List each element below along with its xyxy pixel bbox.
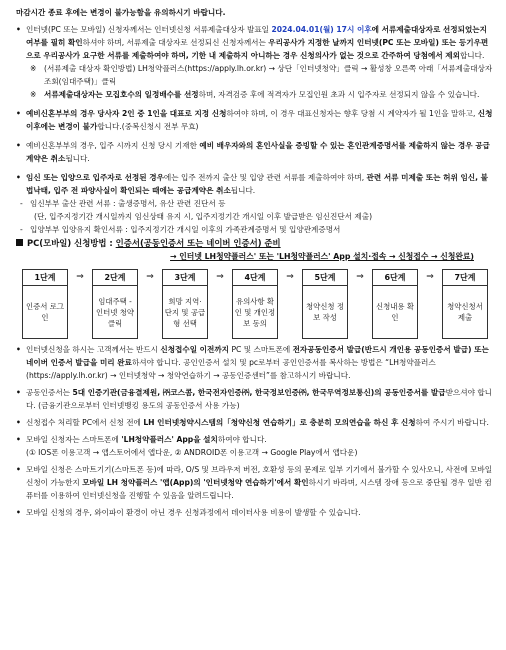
section-heading-pc-mobile: PC(모바일) 신청방법 : 인증서(공동인증서 또는 네이버 인증서) 준비 xyxy=(16,236,494,250)
arrow-right-icon: ⇒ xyxy=(76,272,84,282)
paragraph-data-usage: • 모바일 신청의 경우, 와이파이 환경이 아닌 경우 신청과정에서 데이터사용 비용이 발생할 수 있습니다. xyxy=(16,506,494,519)
paragraph-document-submission: • 인터넷(PC 또는 모바일) 신청자께서는 인터넷신청 서류제출대상자 발표일 2024.04.01(월) 17시 이후에 서류제출대상자로 선정되었는지 여부를 필히 확인하셔야 하며, 서류제출 대상자로 선정되신 신청자께서는 우리공사가 지정한 날까지 인터넷(PC 또는 모바일) 또는 등기우편으로 우리공사가 요구한 서류를 제출하여야 하며, 기한 내 제출하지 아니하는 경우 신청의사가 없는 것으로 간주하여 당첨에서 제외합니다. xyxy=(16,23,494,62)
dash-birth-documents: - 임신부부 출산 관련 서류 : 출생증명서, 유산 관련 진단서 등 xyxy=(16,197,494,210)
step-1: 1단계 인증서 로그인 xyxy=(22,269,68,339)
arrow-right-icon: ⇒ xyxy=(356,272,364,282)
square-bullet-icon xyxy=(16,239,23,246)
step-7: 7단계 청약신청서 제출 xyxy=(442,269,488,339)
step-6: 6단계 신청내용 확인 xyxy=(372,269,418,339)
step-4: 4단계 유의사항 확인 및 개인정보 동의 xyxy=(232,269,278,339)
step-5: 5단계 청약신청 정보 작성 xyxy=(302,269,348,339)
paragraph-pregnancy-adoption: • 임신 또는 입양으로 입주자로 선정된 경우에는 입주 전까지 출산 및 입양 관련 서류를 제출하여야 하며, 관련 서류 미제출 또는 허위 임신, 불법낙태, 입주 전 파양사실이 확인되는 때에는 공급계약은 취소됩니다. xyxy=(16,171,494,197)
paragraph-practice-application: • 신청접수 처리할 PC에서 신청 전에 LH 인터넷청약시스템의「청약신청 연습하기」로 충분히 모의연습을 하신 후 신청하여 주시기 바랍니다. xyxy=(16,416,494,429)
top-line: 마감시간 종료 후에는 변경이 불가능함을 유의하시기 바랍니다. xyxy=(16,8,226,17)
step-2: 2단계 임대주택 - 인터넷 청약 클릭 xyxy=(92,269,138,339)
arrow-right-icon: ⇒ xyxy=(216,272,224,282)
application-flow-line: → 인터넷 LH청약플러스' 또는 'LH청약플러스' App 설치·접속 → 신청접수 → 신청완료) xyxy=(170,252,474,261)
paragraph-marriage-certificate: • 예비신혼부부의 경우, 입주 시까지 신청 당시 기재한 예비 배우자와의 혼인사실을 증빙할 수 있는 혼인관계증명서를 제출하지 않는 경우 공급계약은 취소됩니다. xyxy=(16,139,494,165)
paragraph-certificate-authorities: • 공동인증서는 5대 인증기관(금융결제원, ㈜코스콤, 한국전자인증㈜, 한국정보인증㈜, 한국무역정보통신)의 공동인증서를 발급받으셔야 합니다. (금융기관으로부터 인터넷뱅킹 용도의 공동인증서 사용 가능) xyxy=(16,386,494,412)
step-flow xyxy=(22,269,488,339)
step-3: 3단계 희망 지역· 단지 및 공급형 선택 xyxy=(162,269,208,339)
dash-birth-documents-note: (단, 입주지정기간 개시일까지 임신상태 유지 시, 입주지정기간 개시일 이후 발급받은 임신진단서 제출) xyxy=(34,212,373,221)
announcement-date: 2024.04.01(월) 17시 이후 xyxy=(271,25,372,34)
app-download-note: (① IOS폰 이용고객 → 앱스토어에서 앱다운, ② ANDROID폰 이용고객 → Google Play에서 앱다운) xyxy=(26,448,358,457)
dash-adoption-documents: - 입양부부 입양유지 확인서류 : 입주지정기간 개시일 이후의 가족관계증명서 및 입양관계증명서 xyxy=(16,223,494,236)
arrow-right-icon: ⇒ xyxy=(286,272,294,282)
arrow-right-icon: ⇒ xyxy=(426,272,434,282)
note-multiple-selection: ※ 서류제출대상자는 모집호수의 일정배수를 선정하며, 자격검증 후에 적격자가 모집인원 초과 시 입주자로 선정되지 않을 수 있습니다. xyxy=(30,90,480,99)
paragraph-mobile-app-install: • 모바일 신청자는 스마트폰에 'LH청약플러스' App을 설치하여야 합니다. xyxy=(16,433,494,446)
paragraph-certificate-preparation: • 인터넷신청을 하시는 고객께서는 반드시 신청접수일 이전까지 PC 및 스마트폰에 전자공동인증서 발급(반드시 개인용 공동인증서 발급) 또는 네이버 인증서 발급을 미리 완료하셔야 합니다. 공인인증서 설치 및 pc로부터 공인인증서를 복사하는 방법은 “LH청약플러스(https://apply.lh.or.kr) → 인터넷청약 → 청약연습하기 → 공동인증센터”를 참고하시기 바랍니다. xyxy=(16,343,494,382)
note-check-method: ※ (서류제출 대상자 확인방법) LH청약플러스(https://apply.lh.or.kr) → 상단「인터넷청약」클릭 → 활성창 오른쪽 아래「서류제출대상자 조회(임대주택)」클릭 xyxy=(30,64,493,86)
paragraph-mobile-compatibility: • 모바일 신청은 스마트기기(스마트폰 등)에 따라, O/S 및 브라우저 버전, 호환성 등의 문제로 일부 기기에서 불가할 수 있사오니, 사전에 모바일 신청이 가능한지 모바일 LH 청약플러스 '앱(App)의 '인터넷청약 연습하기'에서 확인하시기 바라며, 시스템 장애 등으로 중단될 경우 일반 컴퓨터를 이용하여 인터넷신청을 진행할 수 있음을 알려드립니다. xyxy=(16,463,494,502)
paragraph-pre-newlywed-representative: • 예비신혼부부의 경우 당사자 2인 중 1인을 대표로 지정 신청하여야 하며, 이 경우 대표신청자는 향후 당첨 시 계약자가 될 1인을 말하고, 신청 이후에는 변경이 불가합니다.(중복신청시 전부 무효) xyxy=(16,107,494,133)
arrow-right-icon: ⇒ xyxy=(146,272,154,282)
